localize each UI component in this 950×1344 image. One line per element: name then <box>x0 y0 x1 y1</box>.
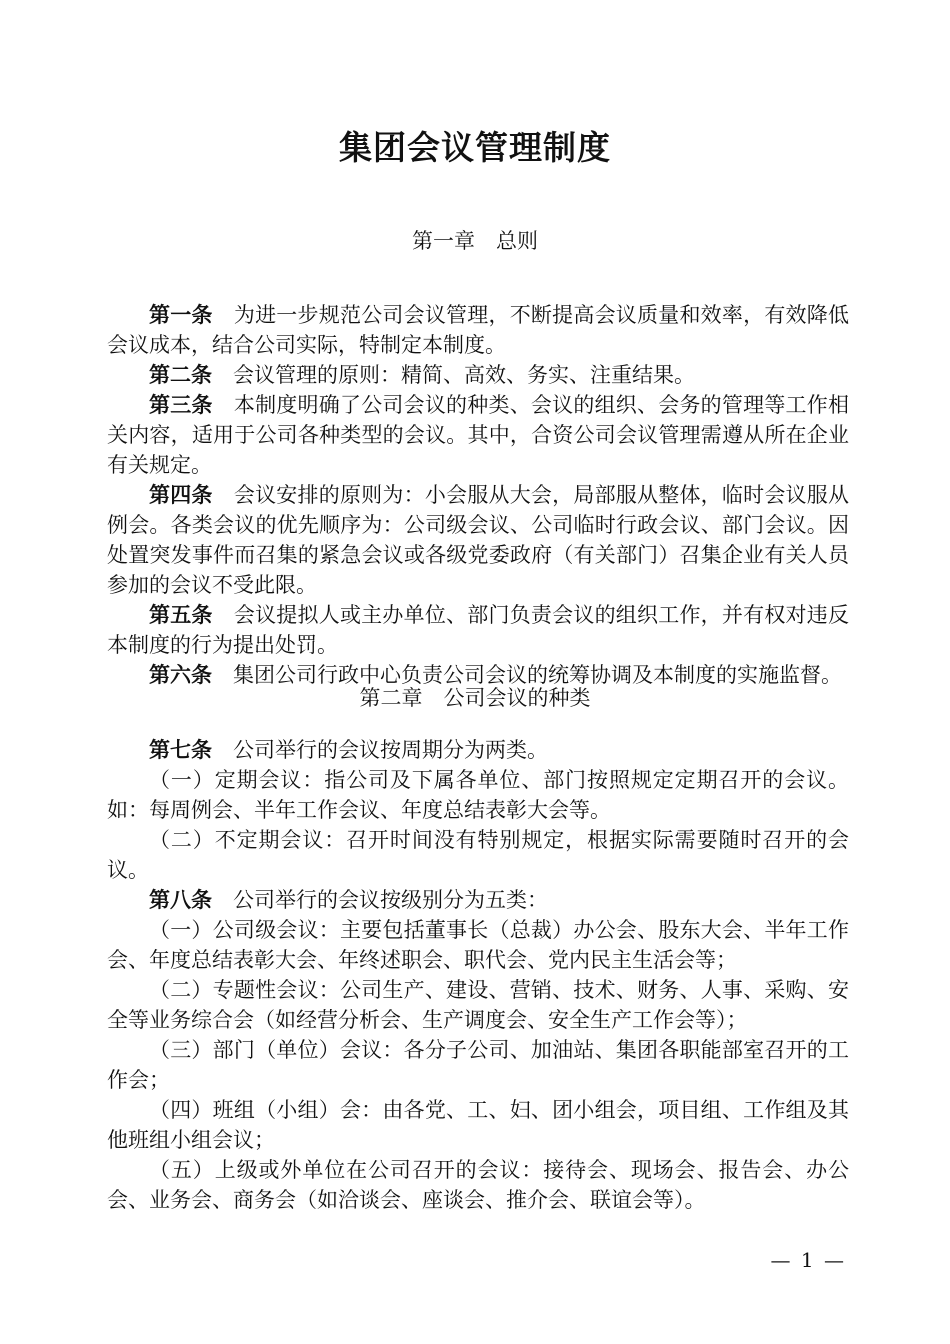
article-text: （一）公司级会议：主要包括董事长（总裁）办公会、股东大会、半年工作会、年度总结表彰大会、年终述职会、职代会、党内民主生活会等； <box>107 918 849 972</box>
article-paragraph <box>107 885 849 915</box>
article-text: 集团公司行政中心负责公司会议的统筹协调及本制度的实施监督。 <box>212 663 842 687</box>
article-label: 第一条 <box>149 303 213 327</box>
article-label: 第六条 <box>149 663 212 687</box>
article-paragraph <box>107 480 849 600</box>
list-item-paragraph <box>107 915 849 975</box>
article-text: （五）上级或外单位在公司召开的会议：接待会、现场会、报告会、办公会、业务会、商务会（如洽谈会、座谈会、推介会、联谊会等）。 <box>107 1158 849 1212</box>
article-label: 第四条 <box>149 483 213 507</box>
article-label: 第八条 <box>149 888 212 912</box>
chapter-body <box>107 735 849 1215</box>
list-item-paragraph <box>107 765 849 825</box>
article-paragraph <box>107 360 849 390</box>
list-item-paragraph <box>107 825 849 885</box>
page-number: — 1 — <box>770 1248 846 1272</box>
article-paragraph <box>107 600 849 660</box>
article-text: （四）班组（小组）会：由各党、工、妇、团小组会，项目组、工作组及其他班组小组会议； <box>107 1098 849 1152</box>
article-paragraph <box>107 300 849 360</box>
article-paragraph <box>107 390 849 480</box>
chapter-heading: 第二章 公司会议的种类 <box>359 686 591 710</box>
article-text: 会议安排的原则为：小会服从大会，局部服从整体，临时会议服从例会。各类会议的优先顺序为：公司级会议、公司临时行政会议、部门会议。因处置突发事件而召集的紧急会议或各级党委政府（有关部门）召集企业有关人员参加的会议不受此限。 <box>107 483 849 597</box>
article-paragraph <box>107 735 849 765</box>
article-text: 会议提拟人或主办单位、部门负责会议的组织工作，并有权对违反本制度的行为提出处罚。 <box>107 603 849 657</box>
article-text: （一）定期会议：指公司及下属各单位、部门按照规定定期召开的会议。如：每周例会、半年工作会议、年度总结表彰大会等。 <box>107 768 849 822</box>
document-title: 集团会议管理制度 <box>339 128 611 167</box>
article-label: 第三条 <box>149 393 213 417</box>
list-item-paragraph <box>107 1155 849 1215</box>
chapter-heading: 第一章 总则 <box>412 229 538 253</box>
article-text: 公司举行的会议按周期分为两类。 <box>212 738 548 762</box>
article-label: 第二条 <box>149 363 212 387</box>
article-text: 为进一步规范公司会议管理，不断提高会议质量和效率，有效降低会议成本，结合公司实际，特制定本制度。 <box>107 303 849 357</box>
article-text: （三）部门（单位）会议：各分子公司、加油站、集团各职能部室召开的工作会； <box>107 1038 849 1092</box>
article-text: 本制度明确了公司会议的种类、会议的组织、会务的管理等工作相关内容，适用于公司各种类型的会议。其中，合资公司会议管理需遵从所在企业有关规定。 <box>107 393 849 477</box>
article-label: 第五条 <box>149 603 213 627</box>
list-item-paragraph <box>107 975 849 1035</box>
chapter-body <box>107 300 849 690</box>
article-text: 公司举行的会议按级别分为五类： <box>212 888 548 912</box>
article-text: （二）专题性会议：公司生产、建设、营销、技术、财务、人事、采购、安全等业务综合会（如经营分析会、生产调度会、安全生产工作会等）； <box>107 978 849 1032</box>
list-item-paragraph <box>107 1095 849 1155</box>
list-item-paragraph <box>107 1035 849 1095</box>
article-text: 会议管理的原则：精简、高效、务实、注重结果。 <box>212 363 695 387</box>
article-label: 第七条 <box>149 738 212 762</box>
article-text: （二）不定期会议：召开时间没有特别规定，根据实际需要随时召开的会议。 <box>107 828 849 882</box>
